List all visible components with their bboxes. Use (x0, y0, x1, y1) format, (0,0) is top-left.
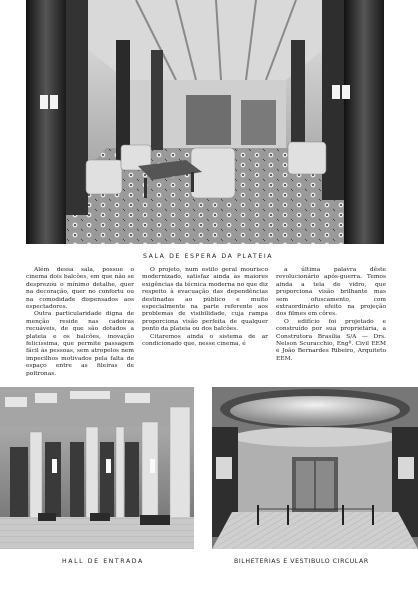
text-column-1 (26, 267, 134, 378)
caption-entrance-hall: HALL DE ENTRADA (62, 558, 144, 565)
col3-paragraph-2: O edifício foi projetado e construído por sua proprietária, a Construtora Brasília S/A — Drs. Nelson Scuracchio, Engº. Civil EEM e João Bernardes Ribeiro, Arquiteto EEM. (276, 318, 386, 362)
col2-paragraph-2: Citaremos ainda o sistema de ar condicionado que, nesse cinema, é (142, 333, 268, 348)
entrance-hall-photo (0, 387, 194, 549)
col1-paragraph-2: Outra particularidade digna de menção reside nas cadeiras recuáveis, de que são dotados a plateia e os balcões, inovação felicíssima, que permite passagem fácil às pessoas, sem atropelos nem impecilhos motivados pela falta de espaço entre as fileiras de poltronas. (26, 311, 134, 377)
col2-paragraph-1: O projeto, num estilo geral mourisco modernizado, satisfaz ainda às maiores exigências da técnica moderna no que diz respeito à evacuação das dependências destinadas ao público e muito especialmente na parte referente aos problemas de visibilidade, cuja rampa proporciona visão perfeita de qualquer ponto da plateia ou dos balcões. (142, 267, 268, 333)
text-column-2 (142, 267, 268, 348)
text-column-3 (276, 267, 386, 363)
caption-ticket-vestibule: BILHETERIAS E VESTIBULO CIRCULAR (234, 558, 369, 565)
col3-paragraph-1: a última palavra dêste revolucionário após-guerra. Temos ainda a tela de vidro, que proporciona visão brilhante mas sem ofuscamento, com extraordinário efeito na projeção dos filmes em côres. (276, 267, 386, 318)
col1-paragraph-1: Além dessa sala, possue o cinema dois balcões, em que não se desprezou o mínimo detalhe, quer na decoração, quer no confortu ou na comodidade dispensados aos espectadores. (26, 267, 134, 311)
waiting-room-photo (26, 0, 384, 244)
caption-waiting-room: SALA DE ESPERA DA PLATEIA (143, 253, 274, 260)
ticket-vestibule-photo (212, 387, 418, 549)
